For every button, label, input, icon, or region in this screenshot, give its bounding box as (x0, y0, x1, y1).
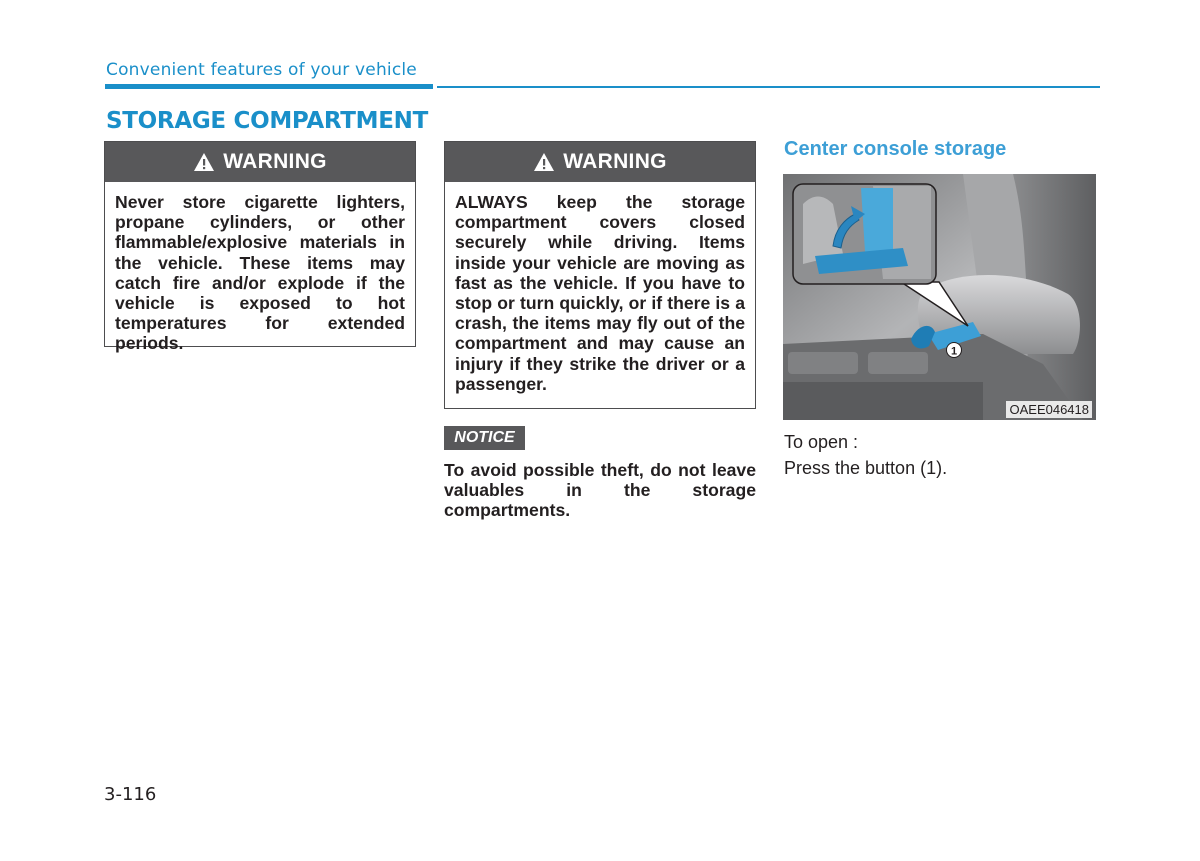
figure-code: OAEE046418 (1006, 401, 1092, 418)
notice-badge: NOTICE (444, 426, 525, 450)
instruction-line-2: Press the button (1). (784, 458, 948, 478)
warning-body-text: Never store cigarette lighters, propane cylinders, or other flammable/explosive materials in the vehicle. These items may catch fire and/or explode if the vehicle is exposed to hot temperatures for extended periods. (115, 192, 405, 354)
notice-text: To avoid possible theft, do not leave valuables in the storage compartments. (444, 460, 756, 521)
center-console-title: Center console storage (784, 138, 1007, 160)
instruction-line-1: To open : (784, 432, 859, 452)
warning-triangle-icon (533, 152, 555, 172)
warning-header (105, 142, 415, 182)
warning-triangle-icon (193, 152, 215, 172)
warning-box-flammables (104, 141, 416, 354)
warning-box-covers (444, 141, 756, 409)
header-rule-thin (437, 86, 1100, 88)
chapter-header: Convenient features of your vehicle (106, 60, 417, 80)
page-number: 3-116 (104, 784, 157, 805)
console-drawing (783, 174, 1096, 420)
warning-heading-text: WARNING (223, 150, 327, 173)
warning-header (445, 142, 755, 182)
center-console-illustration (783, 174, 1096, 420)
warning-heading-text: WARNING (563, 150, 667, 173)
warning-body-text: ALWAYS keep the storage compartment covers closed securely while driving. Items inside your vehicle are moving as fast as the vehicle. If you have to stop or turn quickly, or if there is a crash, the items may fly out of the compartment and may cause an injury if they strike the driver or a passenger. (455, 192, 745, 394)
callout-number: 1 (950, 345, 958, 358)
header-rule-thick (105, 84, 433, 89)
section-title: STORAGE COMPARTMENT (106, 108, 428, 134)
